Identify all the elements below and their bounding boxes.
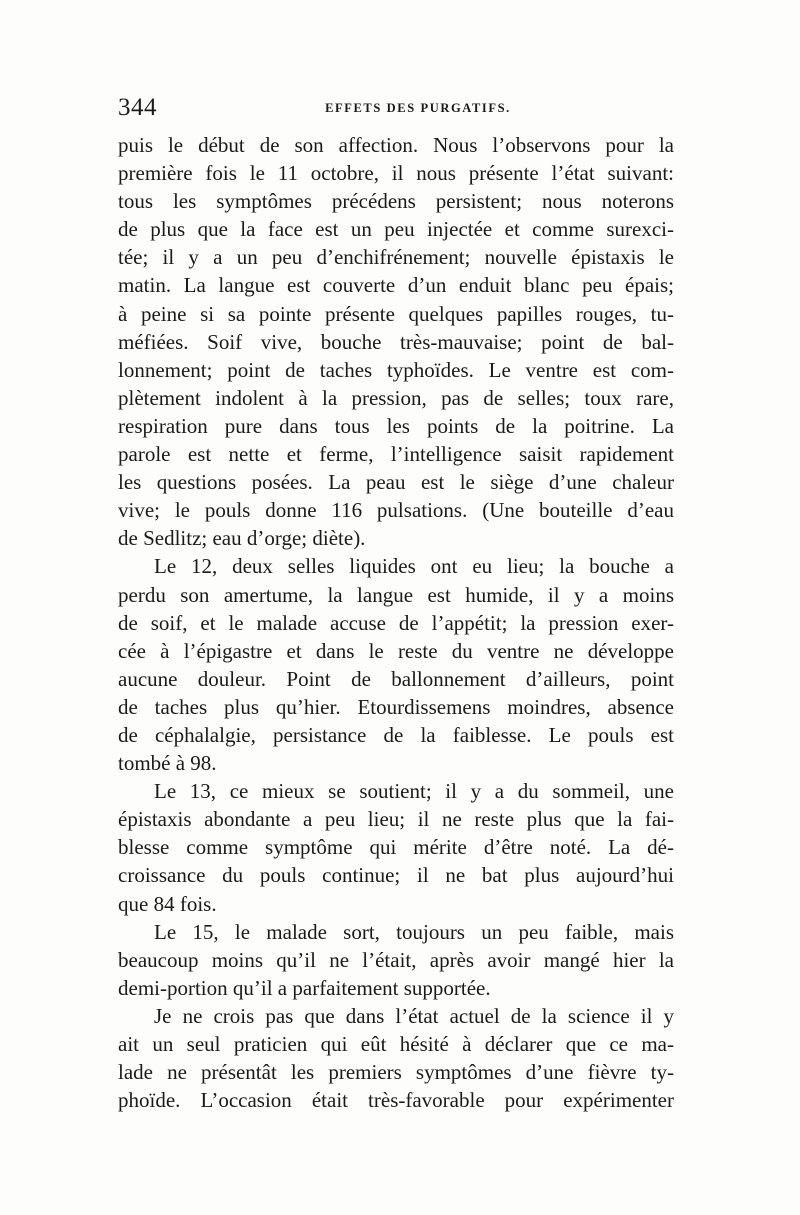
text-line: perdu son amertume, la langue est humide, il y a moins [118,582,674,607]
text-line: lade ne présentât les premiers symptômes d’une fièvre ty- [118,1060,674,1085]
text-line: croissance du pouls continue; il ne bat plus aujourd’hui [118,863,674,888]
text-line: que 84 fois. [118,891,217,916]
text-line: beaucoup moins qu’il ne l’était, après avoir mangé hier la [118,947,674,972]
text-line: tous les symptômes précédens persistent; nous noterons [118,189,674,214]
text-line: Je ne crois pas que dans l’état actuel de la science il y [154,1003,674,1028]
text-line: méfiées. Soif vive, bouche très-mauvaise; point de bal- [118,329,674,354]
text-line: de plus que la face est un peu injectée et comme surexci- [118,217,674,242]
text-line: de Sedlitz; eau d’orge; diète). [118,526,366,551]
page-number: 344 [118,94,157,121]
text-line: puis le début de son affection. Nous l’observons pour la [118,133,674,157]
running-title: EFFETS DES PURGATIFS. [325,101,511,115]
text-line: les questions posées. La peau est le siège d’une chaleur [118,470,674,495]
text-line: à peine si sa pointe présente quelques papilles rouges, tu- [118,301,674,326]
text-line: matin. La langue est couverte d’un enduit blanc peu épais; [118,273,674,298]
text-line: tombé à 98. [118,751,217,776]
text-line: Le 15, le malade sort, toujours un peu faible, mais [154,919,674,944]
text-line: cée à l’épigastre et dans le reste du ventre ne développe [118,638,674,663]
text-line: Le 13, ce mieux se soutient; il y a du sommeil, une [154,779,674,804]
text-line: demi-portion qu’il a parfaitement supportée. [118,975,491,1000]
text-line: épistaxis abondante a peu lieu; il ne reste plus que la fai- [118,807,674,832]
text-line: ait un seul praticien qui eût hésité à déclarer que ce ma- [118,1032,674,1056]
body-text [118,131,674,1114]
text-line: blesse comme symptôme qui mérite d’être noté. La dé- [118,835,674,860]
text-line: tée; il y a un peu d’enchifrénement; nouvelle épistaxis le [118,245,674,270]
text-line: aucune douleur. Point de ballonnement d’ailleurs, point [118,666,674,691]
text-line: phoïde. L’occasion était très-favorable pour expérimenter [118,1088,674,1113]
text-line: parole est nette et ferme, l’intelligence saisit rapidement [118,442,674,467]
text-line: Le 12, deux selles liquides ont eu lieu; la bouche a [154,554,674,579]
text-line: lonnement; point de taches typhoïdes. Le ventre est com- [118,357,674,382]
text-line: de soif, et le malade accuse de l’appétit; la pression exer- [118,610,674,635]
text-line: de céphalalgie, persistance de la faiblesse. Le pouls est [118,722,674,747]
text-line: respiration pure dans tous les points de la poitrine. La [118,413,674,438]
page-header [118,88,680,128]
text-line: première fois le 11 octobre, il nous présente l’état suivant: [118,161,674,186]
text-line: plètement indolent à la pression, pas de selles; toux rare, [118,385,674,410]
text-line: vive; le pouls donne 116 pulsations. (Une bouteille d’eau [118,498,674,523]
text-line: de taches plus qu’hier. Etourdissemens moindres, absence [118,694,674,719]
